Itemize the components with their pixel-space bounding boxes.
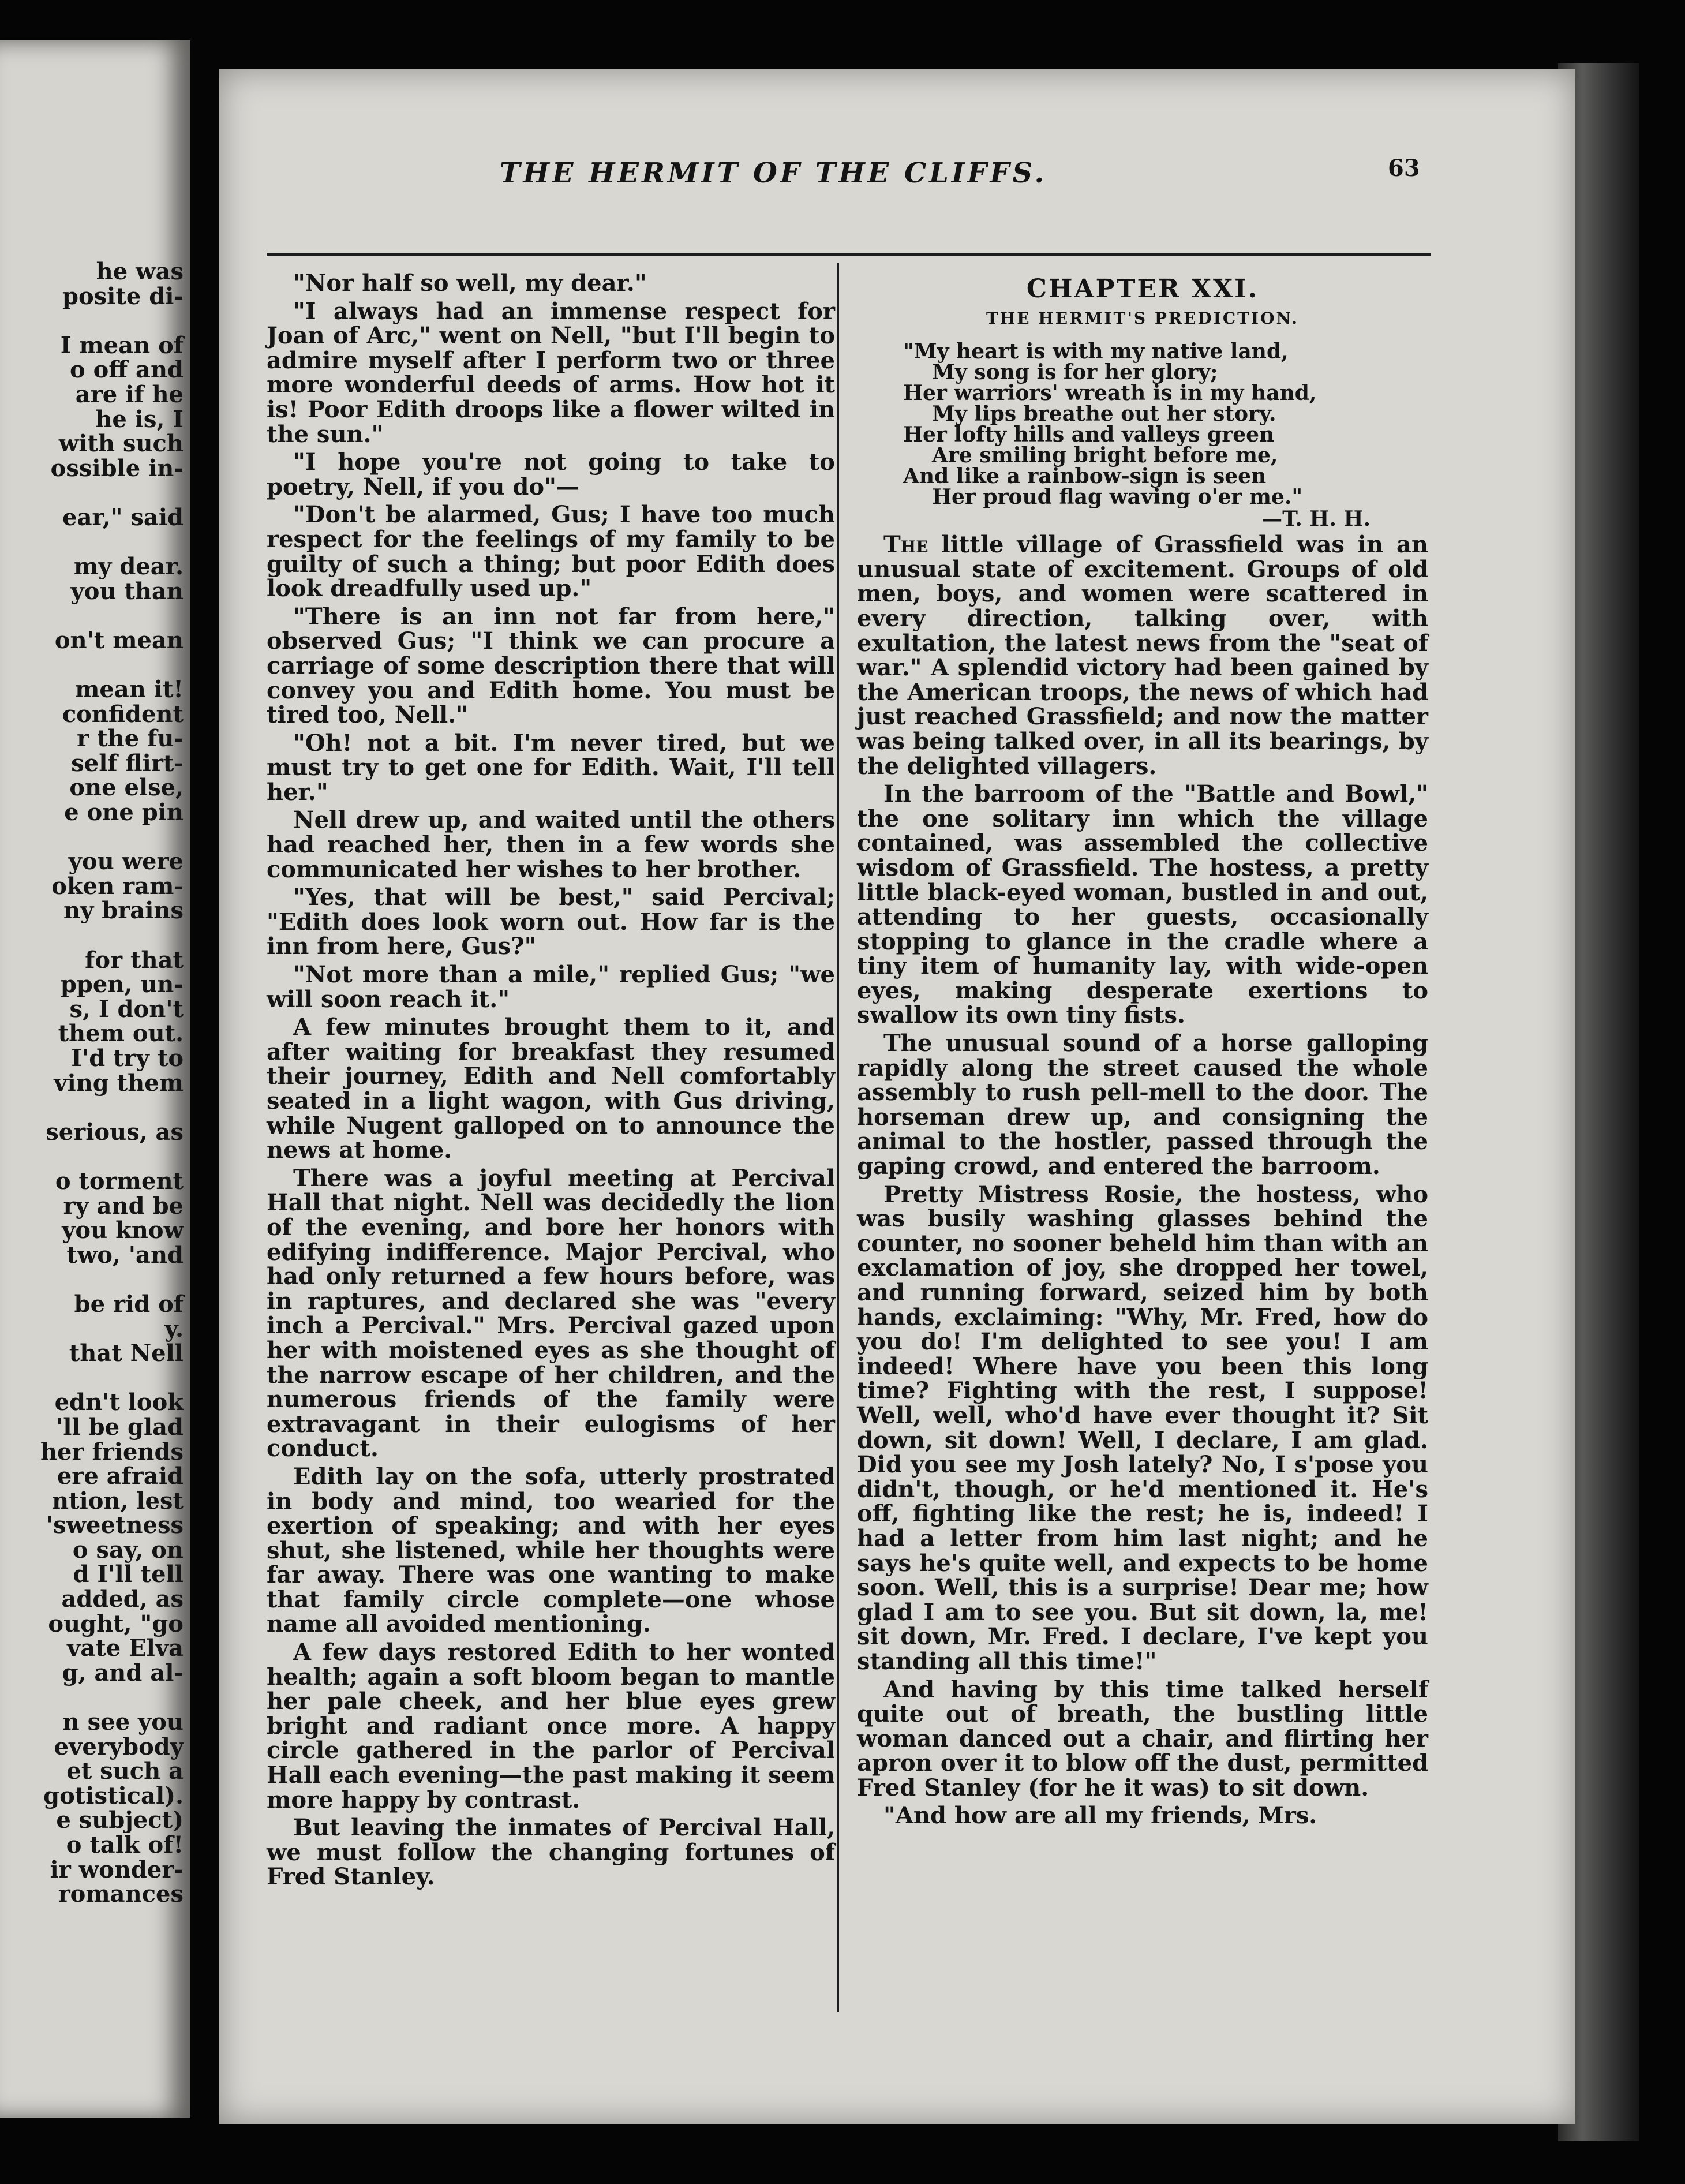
paragraph: But leaving the inmates of Percival Hall, we must follow the changing fortunes of Fred Stanley. [267, 1814, 835, 1891]
paragraph: "Nor half so well, my dear." [293, 270, 647, 297]
previous-page-line: you than [70, 577, 184, 605]
right-column [857, 271, 1428, 1832]
previous-page-line: o torment [55, 1167, 184, 1195]
previous-page-line: are if he [75, 380, 184, 408]
poem-line: Her proud flag waving o'er me." [932, 485, 1303, 510]
poem-line: "My heart is with my native land, [903, 339, 1289, 364]
previous-page-line [0, 1685, 184, 1710]
paragraph: "I hope you're not going to take to poetry, Nell, if you do"— [267, 448, 835, 500]
paragraph: Nell drew up, and waited until the others had reached her, then in a few words she communicated her wishes to her brother. [267, 806, 835, 883]
previous-page-line: you were [68, 848, 184, 876]
previous-page-line: et such a [66, 1757, 184, 1785]
poem-line: Are smiling bright before me, [932, 443, 1278, 468]
previous-page-line: y. [164, 1315, 184, 1342]
poem-attribution: —T. H. H. [1261, 507, 1371, 532]
previous-page-line: that Nell [69, 1340, 184, 1367]
poem-line: Her warriors' wreath is in my hand, [903, 381, 1317, 406]
column-divider [837, 263, 839, 2012]
previous-page-line: ere afraid [57, 1463, 184, 1490]
previous-page-line: 'll be glad [56, 1413, 184, 1441]
previous-page-fragment [0, 40, 190, 2118]
chapter-subtitle: THE HERMIT'S PREDICTION. [986, 308, 1300, 328]
header-rule [267, 253, 1431, 256]
previous-page-line: edn't look [54, 1389, 184, 1416]
opening-word: The [883, 531, 928, 559]
previous-page-line [0, 309, 184, 334]
paragraph: "I always had an immense respect for Joan of Arc," went on Nell, "but I'll begin to admire myself after I perform two or three more wonderful deeds of arms. How hot it is! Poor Edith droops like a flower wilted in the sun." [267, 297, 835, 448]
previous-page-line: s, I don't [69, 995, 184, 1023]
paragraph: "There is an inn not far from here," observed Gus; "I think we can procure a carriage of some description there that will convey you and Edith home. You must be tired too, Nell." [267, 603, 835, 729]
previous-page-line: them out. [58, 1020, 184, 1048]
paragraph [857, 533, 1428, 779]
previous-page-line [0, 923, 184, 948]
previous-page-line: o off and [69, 356, 184, 384]
previous-page-line [0, 825, 184, 850]
previous-page-line: e one pin [64, 799, 184, 827]
previous-page-line [0, 604, 184, 629]
previous-page-line [0, 1267, 184, 1292]
previous-page-text [0, 260, 184, 1907]
previous-page-line: ppen, un- [60, 971, 184, 998]
previous-page-line: I mean of [60, 331, 184, 359]
previous-page-line: 'sweetness [46, 1512, 184, 1539]
previous-page-line: ny brains [63, 897, 184, 925]
previous-page-line [0, 1145, 184, 1169]
paragraph: Edith lay on the sofa, utterly prostrated in body and mind, too wearied for the exertion of speaking; and with her eyes shut, she listened, while her thoughts were far away. There was one wanting to make that family circle complete—one whose name all avoided mentioning. [267, 1463, 835, 1638]
previous-page-line: d I'll tell [73, 1561, 184, 1588]
previous-page-line: o say, on [72, 1536, 184, 1564]
previous-page-line: romances [58, 1880, 184, 1908]
previous-page-line: I'd try to [71, 1045, 184, 1072]
paragraph: The unusual sound of a horse galloping rapidly along the street caused the whole assembly to rush pell-mell to the door. The horseman drew up, and consigning the animal to the hostler, passed through the gaping crowd, and entered the barroom. [857, 1030, 1428, 1180]
previous-page-line: o talk of! [66, 1831, 184, 1858]
previous-page-line [0, 1366, 184, 1391]
previous-page-line: he was [96, 258, 184, 285]
paragraph: "Yes, that will be best," said Percival; "Edith does look worn out. How far is the inn from here, Gus?" [267, 884, 835, 960]
running-head: THE HERMIT OF THE CLIFFS. [499, 157, 1047, 189]
previous-page-line: added, as [61, 1585, 184, 1613]
previous-page-line: mean it! [75, 676, 184, 704]
previous-page-line: my dear. [73, 553, 184, 581]
page-number: 63 [1388, 155, 1420, 182]
paragraph: A few minutes brought them to it, and after waiting for breakfast they resumed their journey, Edith and Nell comfortably seated in a light wagon, with Gus driving, while Nugent galloped on to announce the news at home. [267, 1014, 835, 1164]
previous-page-line: ossible in- [50, 454, 184, 482]
previous-page-line [0, 530, 184, 555]
previous-page-line: for that [85, 946, 184, 974]
previous-page-line: posite di- [62, 282, 184, 310]
previous-page-line: gotistical). [43, 1782, 184, 1809]
previous-page-line: confident [62, 700, 184, 728]
previous-page-line: you know [62, 1217, 184, 1244]
poem-line: Her lofty hills and valleys green [903, 422, 1275, 447]
previous-page-line: on't mean [54, 626, 184, 654]
previous-page-line: ntion, lest [51, 1487, 184, 1514]
previous-page-line [0, 1095, 184, 1120]
chapter-title: CHAPTER XXI. [1026, 274, 1259, 304]
previous-page-line: ry and be [63, 1192, 184, 1220]
previous-page-line: e subject) [56, 1807, 184, 1834]
previous-page-line: ir wonder- [50, 1856, 184, 1883]
paragraph: "And how are all my friends, Mrs. [883, 1802, 1317, 1830]
paragraph: "Oh! not a bit. I'm never tired, but we must try to get one for Edith. Wait, I'll tell her." [267, 729, 835, 806]
previous-page-line: n see you [62, 1708, 184, 1736]
previous-page-line: he is, I [95, 405, 184, 433]
epigraph-poem [903, 339, 1428, 532]
previous-page-line: with such [58, 430, 184, 458]
previous-page-line: r the fu- [77, 725, 184, 753]
previous-page-line: g, and al- [62, 1659, 184, 1686]
previous-page-line: everybody [54, 1733, 184, 1760]
previous-page-line: two, 'and [66, 1241, 184, 1269]
poem-line: My lips breathe out her story. [932, 402, 1276, 427]
paragraph: In the barroom of the "Battle and Bowl," the one solitary inn which the village contained, was assembled the collective wisdom of Grassfield. The hostess, a pretty little black-eyed woman, bustled in and out, attending to her guests, occasionally stopping to glance in the cradle where a tiny item of humanity lay, with wide-open eyes, making desperate exertions to swallow its own tiny fists. [857, 780, 1428, 1029]
poem-line: My song is for her glory; [932, 360, 1218, 385]
paragraph: A few days restored Edith to her wonted health; again a soft bloom began to mantle her pale cheek, and her blue eyes grew bright and radiant once more. A happy circle gathered in the parlor of Percival Hall each evening—the past making it seem more happy by contrast. [267, 1639, 835, 1813]
previous-page-line: oken ram- [51, 872, 184, 900]
left-column [267, 271, 835, 1893]
paragraph-text: little village of Grassfield was in an unusual state of excitement. Groups of old men, boys, and women were scattered in every direction, talking over, with exultation, the latest news from the "seat of war." A splendid victory had been gained by the American troops, the news of which had just reached Grassfield; and now the matter was being talked over, in all its bearings, by the delighted villagers. [857, 531, 1428, 780]
previous-page-line: one else, [69, 774, 184, 802]
paragraph: Pretty Mistress Rosie, the hostess, who was busily washing glasses behind the counter, no sooner beheld him than with an exclamation of joy, she dropped her towel, and running forward, seized him by both hands, exclaiming: "Why, Mr. Fred, how do you do! I'm delighted to see you! I am indeed! Where have you been this long time? Fighting with the rest, I suppose! Well, well, who'd have ever thought it? Sit down, sit down! Well, I declare, I am glad. Did you see my Josh lately? No, I s'pose you didn't, though, or he'd mentioned it. He's off, fighting like the rest; he is, indeed! I had a letter from him last night; and he says he's quite well, and expects to be home soon. Well, this is a surprise! Dear me; how glad I am to see you. But sit down, la, me! sit down, Mr. Fred. I declare, I've kept you standing all this time!" [857, 1180, 1428, 1675]
previous-page-line [0, 481, 184, 506]
previous-page-line: ving them [54, 1069, 184, 1097]
poem-line: And like a rainbow-sign is seen [903, 464, 1267, 489]
previous-page-line [0, 653, 184, 678]
paragraph: "Not more than a mile," replied Gus; "we will soon reach it." [267, 961, 835, 1013]
paragraph: There was a joyful meeting at Percival Hall that night. Nell was decidedly the lion of the evening, and bore her honors with edifying indifference. Major Percival, who had only returned a few hours before, was in raptures, and declared she was "every inch a Percival." Mrs. Percival gazed upon her with moistened eyes as she thought of the narrow escape of her children, and the numerous friends of the family were extravagant in their eulogisms of her conduct. [267, 1164, 835, 1463]
previous-page-line: ear," said [62, 503, 184, 531]
previous-page-line: be rid of [74, 1290, 184, 1318]
previous-page-line: vate Elva [67, 1635, 184, 1662]
previous-page-line: self flirt- [71, 749, 184, 777]
paragraph: And having by this time talked herself quite out of breath, the bustling little woman danced out a chair, and flirting her apron over it to blow off the dust, permitted Fred Stanley (for he it was) to sit down. [857, 1676, 1428, 1801]
previous-page-line: her friends [40, 1438, 184, 1465]
paragraph: "Don't be alarmed, Gus; I have too much respect for the feelings of my family to be guilty of such a thing; but poor Edith does look dreadfully used up." [267, 501, 835, 603]
previous-page-line: serious, as [46, 1118, 184, 1146]
previous-page-line: ought, "go [48, 1610, 184, 1637]
